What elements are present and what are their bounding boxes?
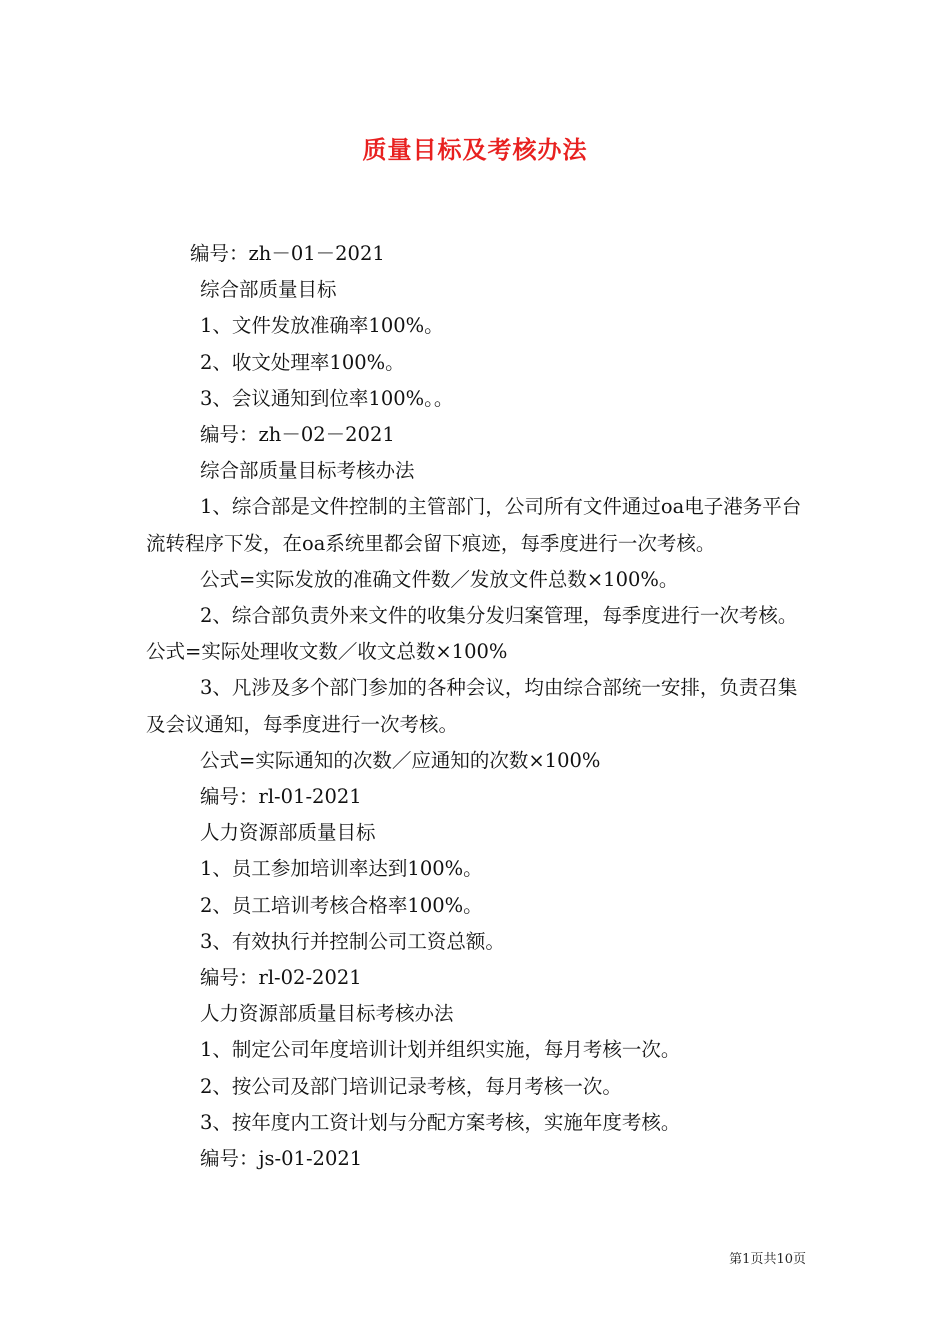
section-heading: 人力资源部质量目标	[200, 821, 376, 845]
list-item: 2、按公司及部门培训记录考核，每月考核一次。	[200, 1074, 622, 1098]
formula-line: 公式=实际通知的次数／应通知的次数×100%	[200, 748, 601, 772]
list-item: 2、员工培训考核合格率100%。	[200, 893, 483, 917]
list-item: 1、制定公司年度培训计划并组织实施，每月考核一次。	[200, 1038, 681, 1062]
doc-number-rl-02: 编号：rl-02-2021	[200, 966, 362, 990]
doc-number-zh-01: 编号：zh－01－2021	[190, 242, 385, 265]
document-body	[146, 236, 808, 1177]
section-heading: 综合部质量目标考核办法	[200, 459, 415, 483]
paragraph: 3、凡涉及多个部门参加的各种会议，均由综合部统一安排，负责召集及会议通知，每季度进行一次考核。	[146, 676, 798, 736]
section-heading: 人力资源部质量目标考核办法	[200, 1002, 454, 1026]
list-item: 3、会议通知到位率100%。。	[200, 386, 454, 410]
doc-number-js-01: 编号：js-01-2021	[200, 1147, 363, 1171]
list-item: 3、按年度内工资计划与分配方案考核，实施年度考核。	[200, 1110, 681, 1134]
paragraph: 1、综合部是文件控制的主管部门，公司所有文件通过oa电子港务平台流转程序下发，在oa系统里都会留下痕迹，每季度进行一次考核。	[146, 495, 802, 555]
doc-number-zh-02: 编号：zh－02－2021	[200, 423, 395, 447]
section-heading: 综合部质量目标	[200, 278, 337, 302]
document-title: 质量目标及考核办法	[362, 135, 588, 164]
paragraph: 2、综合部负责外来文件的收集分发归案管理，每季度进行一次考核。公式=实际处理收文数／收文总数×100%	[146, 604, 798, 664]
list-item: 1、员工参加培训率达到100%。	[200, 857, 483, 881]
list-item: 2、收文处理率100%。	[200, 350, 405, 374]
formula-line: 公式=实际发放的准确文件数／发放文件总数×100%。	[200, 567, 679, 591]
list-item: 3、有效执行并控制公司工资总额。	[200, 929, 505, 953]
page-footer: 第1页共10页	[729, 1252, 806, 1267]
doc-number-rl-01: 编号：rl-01-2021	[200, 785, 362, 809]
list-item: 1、文件发放准确率100%。	[200, 314, 444, 338]
